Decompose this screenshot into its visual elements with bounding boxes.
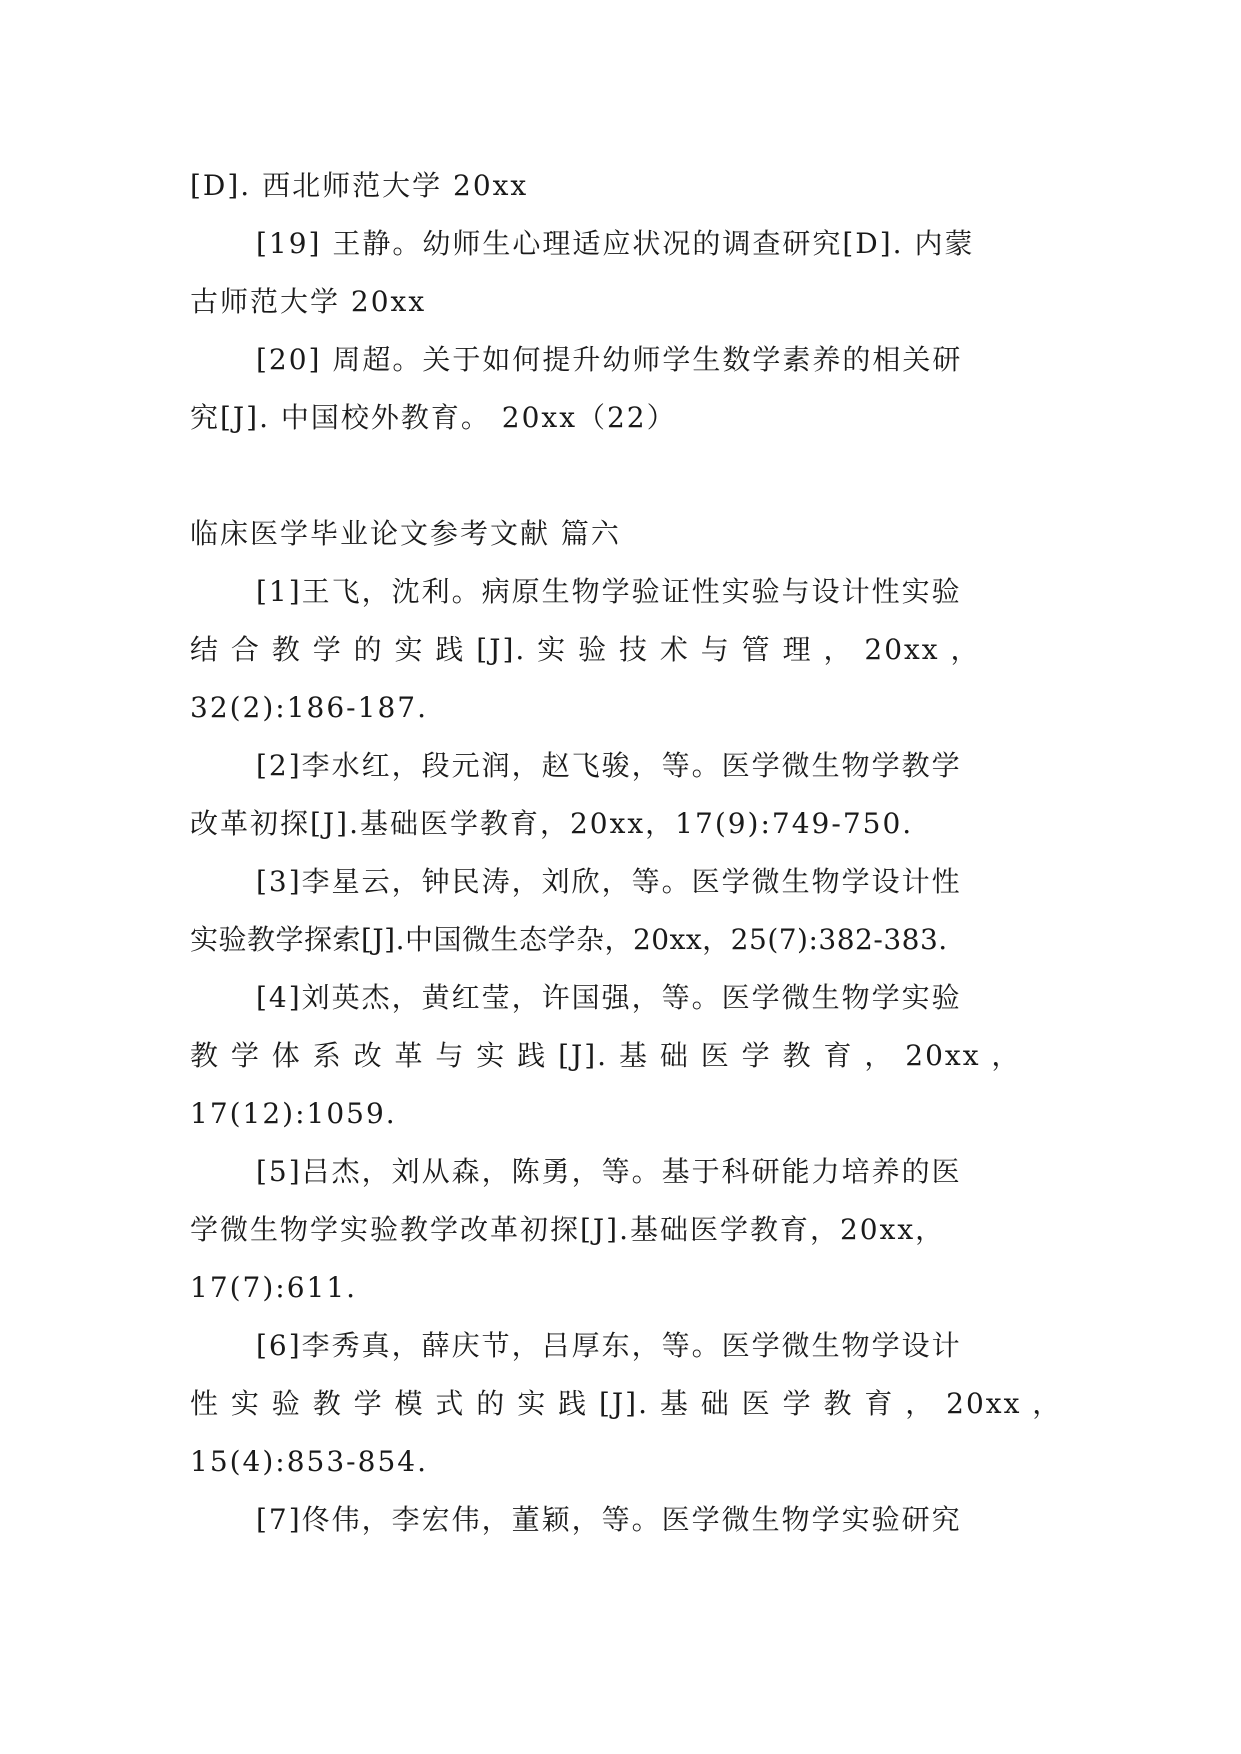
reference-line: [6]李秀真，薛庆节，吕厚东，等。医学微生物学设计 — [256, 1329, 962, 1362]
reference-line: 实验教学探索[J].中国微生态学杂，20xx，25(7):382-383. — [190, 923, 948, 956]
text-line: [D]. 西北师范大学 20xx — [190, 169, 529, 202]
reference-line: [4]刘英杰，黄红莹，许国强，等。医学微生物学实验 — [256, 981, 962, 1014]
reference-line: 改革初探[J].基础医学教育，20xx，17(9):749-750. — [190, 807, 914, 840]
reference-line: 学微生物学实验教学改革初探[J].基础医学教育，20xx， — [190, 1213, 946, 1246]
text-line: [20] 周超。关于如何提升幼师学生数学素养的相关研 — [256, 343, 963, 376]
reference-line: [3]李星云，钟民涛，刘欣，等。医学微生物学设计性 — [256, 865, 962, 898]
reference-line: [1]王飞，沈利。病原生物学验证性实验与设计性实验 — [256, 575, 962, 608]
reference-line: 结 合 教 学 的 实 践 [J]. 实 验 技 术 与 管 理 ， 20xx ， — [190, 633, 981, 666]
text-line: 古师范大学 20xx — [190, 285, 427, 318]
text-line: [19] 王静。幼师生心理适应状况的调查研究[D]. 内蒙 — [256, 227, 975, 260]
text-line: 究[J]. 中国校外教育。 20xx（22） — [190, 401, 677, 434]
reference-line: [7]佟伟，李宏伟，董颖，等。医学微生物学实验研究 — [256, 1503, 962, 1536]
reference-line: 17(12):1059. — [190, 1097, 397, 1130]
reference-line: 性 实 验 教 学 模 式 的 实 践 [J]. 基 础 医 学 教 育 ， 20xx ， — [190, 1387, 1063, 1420]
reference-line: 17(7):611. — [190, 1271, 358, 1304]
reference-line: 15(4):853-854. — [190, 1445, 428, 1478]
reference-line: 教 学 体 系 改 革 与 实 践 [J]. 基 础 医 学 教 育 ， 20xx ， — [190, 1039, 1022, 1072]
reference-line: 32(2):186-187. — [190, 691, 428, 724]
reference-line: [5]吕杰，刘从森，陈勇，等。基于科研能力培养的医 — [256, 1155, 962, 1188]
reference-line: [2]李水红，段元润，赵飞骏，等。医学微生物学教学 — [256, 749, 962, 782]
section-title: 临床医学毕业论文参考文献 篇六 — [190, 517, 621, 550]
